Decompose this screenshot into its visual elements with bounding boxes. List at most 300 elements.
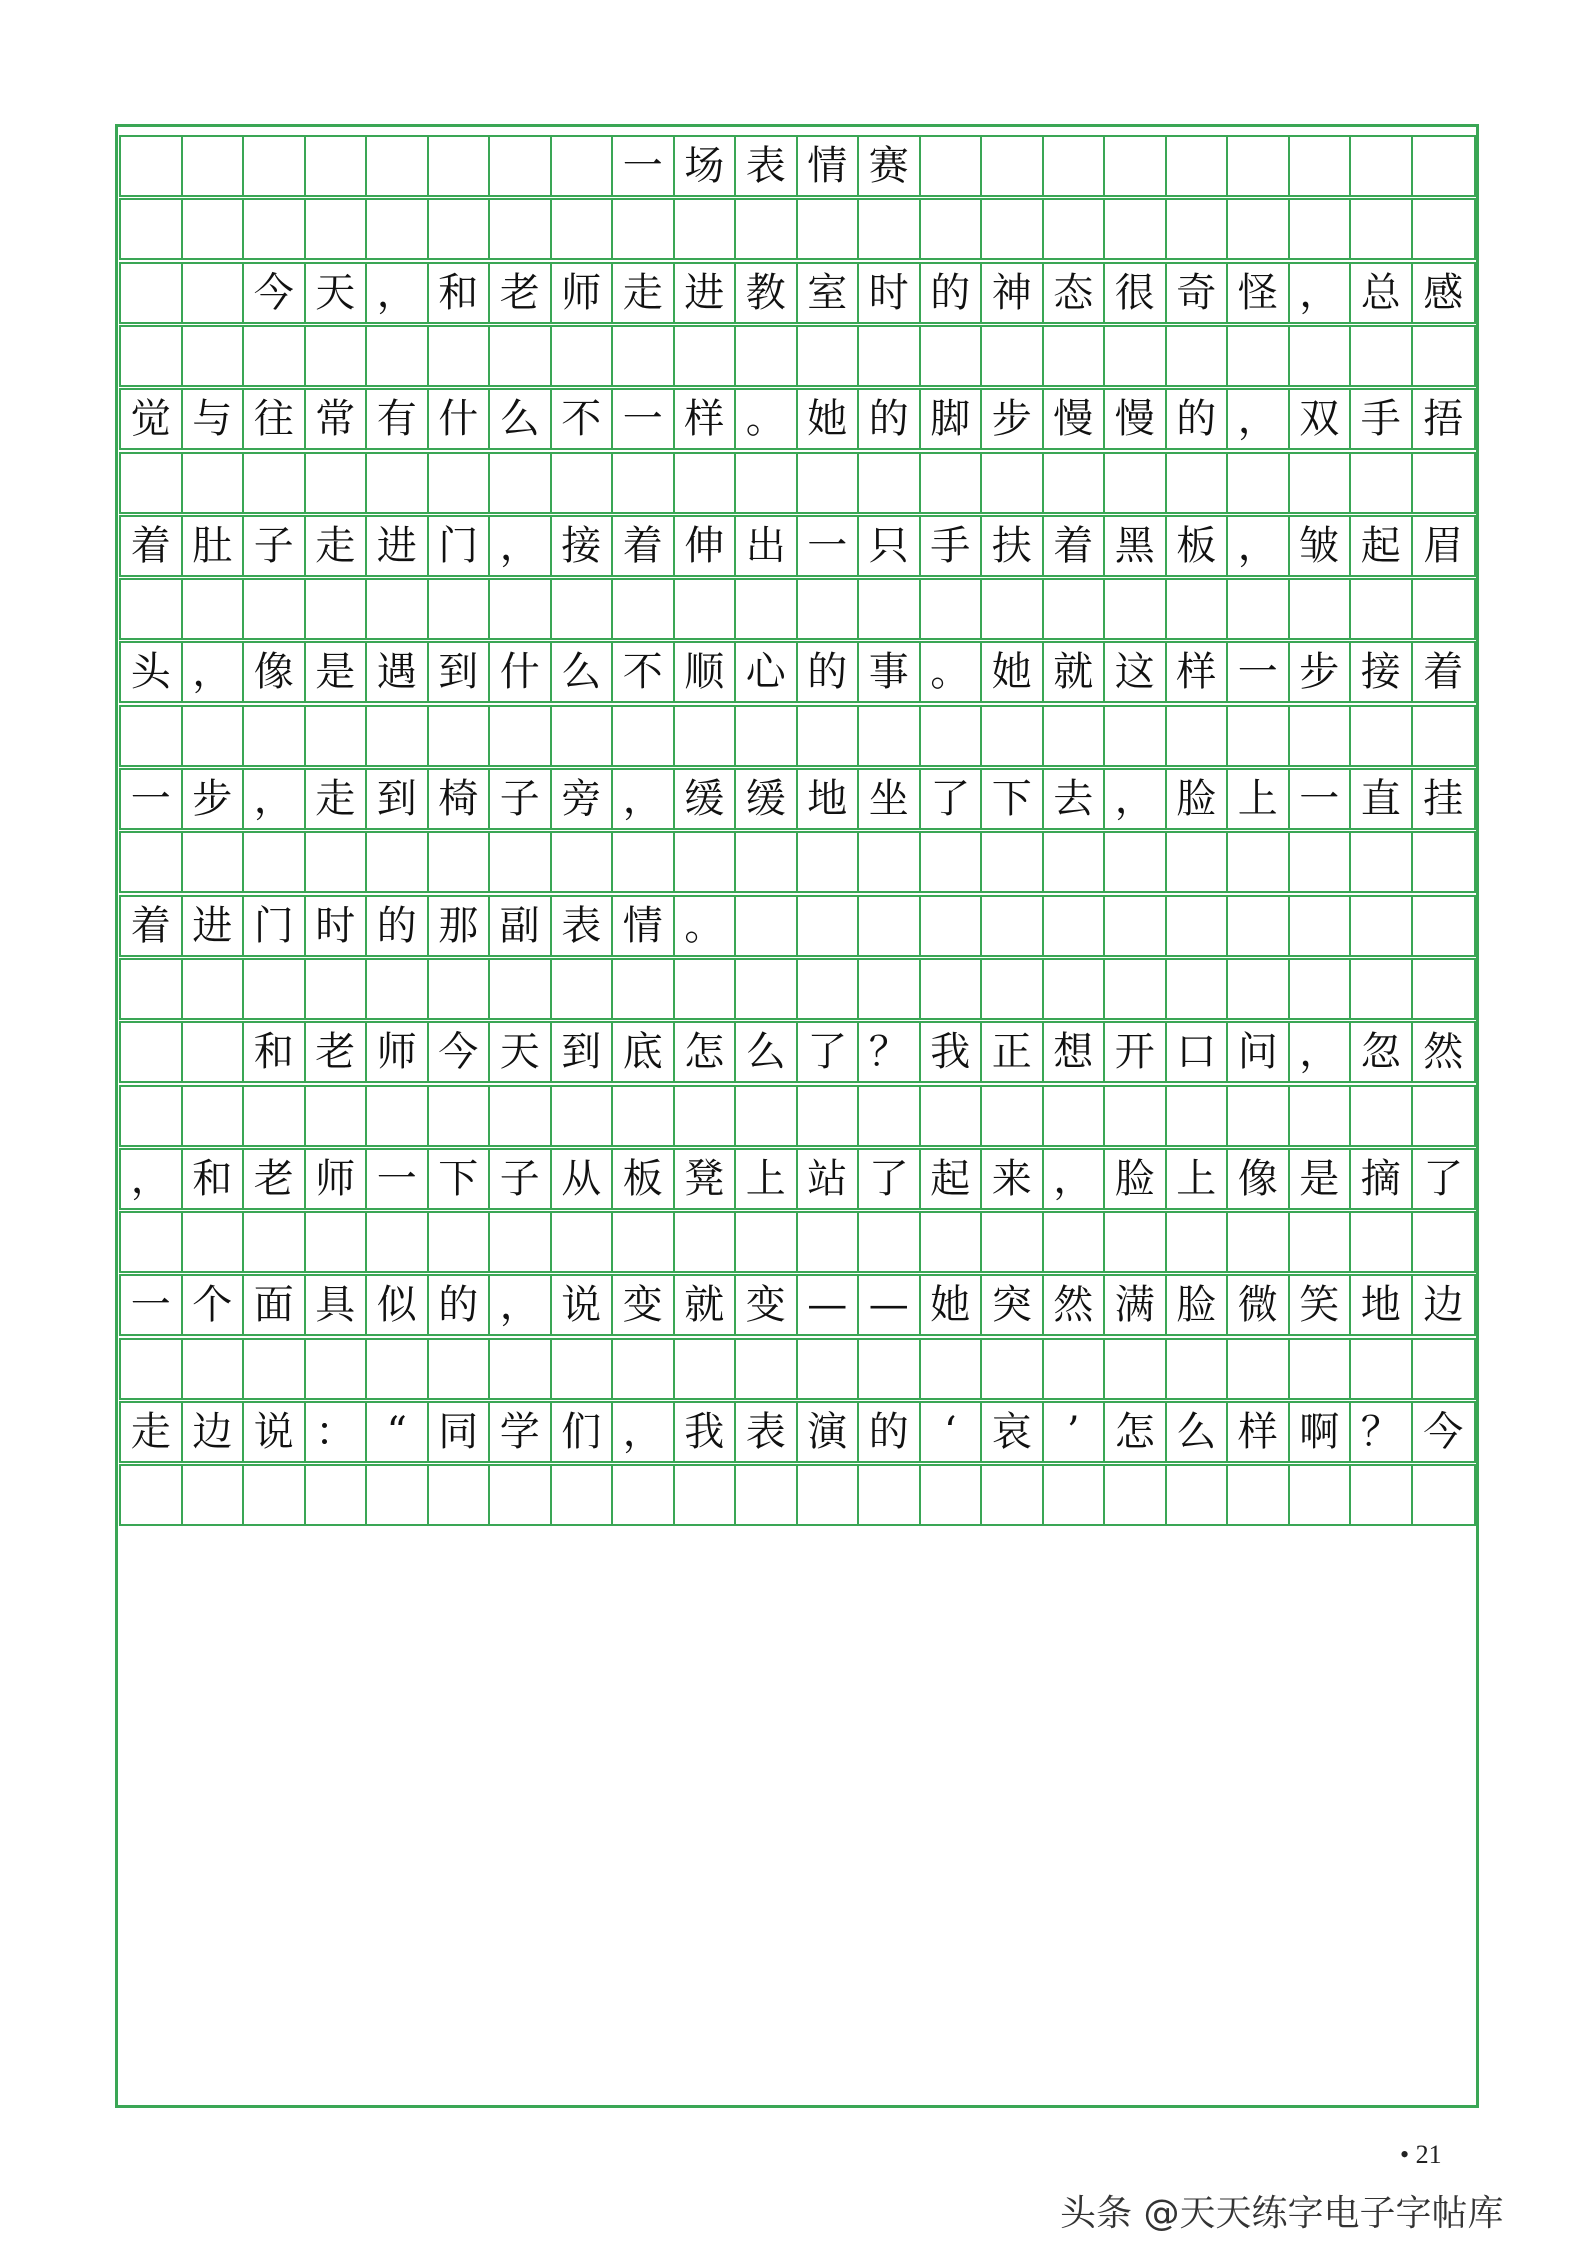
- grid-cell: [982, 707, 1044, 765]
- grid-cell: [121, 264, 183, 322]
- grid-cell: [921, 137, 983, 195]
- grid-cell: 进: [183, 897, 245, 955]
- grid-cell: [367, 327, 429, 385]
- blank-row: [119, 198, 1476, 260]
- grid-cell: [1413, 454, 1475, 512]
- grid-cell: [367, 960, 429, 1018]
- grid-cell: [1351, 897, 1413, 955]
- grid-cell: 不: [613, 643, 675, 701]
- grid-cell: [859, 580, 921, 638]
- grid-cell: 走: [121, 1403, 183, 1461]
- grid-cell: 个: [183, 1276, 245, 1334]
- grid-cell: [1044, 200, 1106, 258]
- grid-cell: [736, 707, 798, 765]
- grid-cell: [736, 580, 798, 638]
- grid-cell: [613, 580, 675, 638]
- grid-cell: 口: [1167, 1023, 1229, 1081]
- grid-cell: [306, 200, 368, 258]
- grid-cell: 。: [921, 643, 983, 701]
- grid-cell: [798, 960, 860, 1018]
- text-row: [119, 895, 1476, 957]
- grid-cell: 突: [982, 1276, 1044, 1334]
- grid-cell: [613, 454, 675, 512]
- grid-cell: 有: [367, 390, 429, 448]
- grid-cell: —: [859, 1276, 921, 1334]
- grid-cell: 样: [1228, 1403, 1290, 1461]
- grid-cell: [244, 200, 306, 258]
- grid-cell: [490, 1466, 552, 1524]
- grid-cell: 就: [675, 1276, 737, 1334]
- grid-cell: [921, 454, 983, 512]
- grid-cell: 变: [736, 1276, 798, 1334]
- grid-cell: [183, 1087, 245, 1145]
- grid-cell: [736, 327, 798, 385]
- grid-cell: [1044, 580, 1106, 638]
- text-row: [119, 1148, 1476, 1210]
- grid-cell: [859, 454, 921, 512]
- grid-cell: [982, 137, 1044, 195]
- grid-cell: 一: [798, 517, 860, 575]
- grid-cell: [1413, 327, 1475, 385]
- grid-cell: [183, 1213, 245, 1271]
- grid-cell: [1105, 833, 1167, 891]
- grid-cell: [306, 1087, 368, 1145]
- grid-cell: 说: [244, 1403, 306, 1461]
- grid-cell: 来: [982, 1150, 1044, 1208]
- grid-cell: 上: [736, 1150, 798, 1208]
- grid-cell: 了: [859, 1150, 921, 1208]
- text-row: [119, 768, 1476, 830]
- grid-cell: [121, 1466, 183, 1524]
- grid-cell: [552, 200, 614, 258]
- grid-cell: [1044, 897, 1106, 955]
- grid-cell: 眉: [1423, 523, 1464, 569]
- grid-cell: 她: [798, 390, 860, 448]
- grid-cell: [1413, 580, 1475, 638]
- grid-cell: ，: [613, 1403, 675, 1461]
- grid-cell: 头: [121, 643, 183, 701]
- text-row: [119, 641, 1476, 703]
- grid-cell: 上: [1228, 770, 1290, 828]
- grid-cell: [183, 707, 245, 765]
- grid-cell: [1290, 707, 1352, 765]
- grid-cell: 遇: [367, 643, 429, 701]
- grid-cell: [1413, 960, 1475, 1018]
- grid-cell: [367, 1213, 429, 1271]
- grid-cell: [859, 897, 921, 955]
- grid-cell: 怎: [1105, 1403, 1167, 1461]
- grid-cell: 哀: [982, 1403, 1044, 1461]
- grid-cell: [1167, 137, 1229, 195]
- grid-cell: [1105, 200, 1167, 258]
- grid-cell: 和: [183, 1150, 245, 1208]
- grid-cell: [982, 833, 1044, 891]
- grid-cell: [982, 200, 1044, 258]
- grid-cell: [1044, 1087, 1106, 1145]
- grid-cell: 和: [429, 264, 491, 322]
- grid-cell: ，: [1044, 1150, 1106, 1208]
- grid-cell: [1228, 1340, 1290, 1398]
- grid-cell: 往: [244, 390, 306, 448]
- grid-cell: 一: [1290, 770, 1352, 828]
- grid-cell: 的: [859, 1403, 921, 1461]
- grid-cell: [859, 1340, 921, 1398]
- grid-cell: [490, 137, 552, 195]
- grid-cell: [367, 200, 429, 258]
- grid-cell: [1413, 200, 1475, 258]
- grid-cell: [1167, 1466, 1229, 1524]
- grid-cell: [1351, 1087, 1413, 1145]
- grid-cell: 就: [1044, 643, 1106, 701]
- grid-cell: 然: [1423, 1029, 1464, 1075]
- grid-cell: [429, 1466, 491, 1524]
- grid-cell: [1290, 137, 1352, 195]
- grid-cell: 进: [675, 264, 737, 322]
- grid-cell: [982, 454, 1044, 512]
- grid-cell: 皱: [1290, 517, 1352, 575]
- grid-cell: 天: [306, 264, 368, 322]
- grid-cell: 像: [244, 643, 306, 701]
- grid-cell: 师: [306, 1150, 368, 1208]
- grid-cell: 么: [1167, 1403, 1229, 1461]
- blank-row: [119, 1085, 1476, 1147]
- grid-cell: 和: [244, 1023, 306, 1081]
- grid-cell: ，: [613, 770, 675, 828]
- watermark: 头条 @天天练字电子字帖库: [1060, 2193, 1504, 2234]
- grid-cell: 旁: [552, 770, 614, 828]
- grid-cell: 的: [367, 897, 429, 955]
- grid-cell: 似: [367, 1276, 429, 1334]
- grid-cell: 进: [367, 517, 429, 575]
- grid-cell: 脸: [1105, 1150, 1167, 1208]
- grid-cell: [552, 454, 614, 512]
- grid-cell: [552, 580, 614, 638]
- grid-cell: 表: [736, 137, 798, 195]
- grid-cell: 地: [1351, 1276, 1413, 1334]
- grid-cell: [736, 1213, 798, 1271]
- grid-cell: [982, 897, 1044, 955]
- grid-cell: [183, 833, 245, 891]
- grid-cell: [552, 1087, 614, 1145]
- grid-cell: 满: [1105, 1276, 1167, 1334]
- grid-cell: [1351, 327, 1413, 385]
- grid-cell: [183, 1466, 245, 1524]
- grid-cell: [798, 1213, 860, 1271]
- grid-cell: 脸: [1167, 770, 1229, 828]
- grid-cell: [490, 707, 552, 765]
- grid-cell: 今: [244, 264, 306, 322]
- grid-cell: 挂: [1423, 776, 1464, 822]
- grid-cell: [367, 1340, 429, 1398]
- grid-cell: 像: [1228, 1150, 1290, 1208]
- grid-cell: [244, 1213, 306, 1271]
- grid-cell: [1105, 327, 1167, 385]
- grid-cell: [859, 960, 921, 1018]
- grid-cell: [490, 833, 552, 891]
- grid-cell: [429, 707, 491, 765]
- grid-cell: 么: [552, 643, 614, 701]
- grid-cell: 情: [613, 897, 675, 955]
- grid-cell: 变: [613, 1276, 675, 1334]
- grid-cell: [1290, 454, 1352, 512]
- grid-cell: 从: [552, 1150, 614, 1208]
- grid-cell: [675, 454, 737, 512]
- grid-cell: 了: [921, 770, 983, 828]
- grid-cell: [490, 1213, 552, 1271]
- grid-cell: 常: [306, 390, 368, 448]
- grid-cell: [490, 1340, 552, 1398]
- grid-cell: 很: [1105, 264, 1167, 322]
- grid-cell: 。: [736, 390, 798, 448]
- grid-cell: [552, 960, 614, 1018]
- grid-cell: [1290, 1213, 1352, 1271]
- grid-cell: 室: [798, 264, 860, 322]
- grid-cell: 手: [921, 517, 983, 575]
- grid-cell: [1167, 200, 1229, 258]
- grid-cell: [921, 327, 983, 385]
- grid-cell: [121, 1087, 183, 1145]
- grid-cell: [1228, 580, 1290, 638]
- blank-row: [119, 705, 1476, 767]
- grid-cell: [1290, 200, 1352, 258]
- grid-cell: 扶: [982, 517, 1044, 575]
- grid-cell: [121, 327, 183, 385]
- grid-cell: 顺: [675, 643, 737, 701]
- grid-cell: [1351, 707, 1413, 765]
- grid-cell: [613, 960, 675, 1018]
- grid-cell: 下: [429, 1150, 491, 1208]
- grid-cell: [367, 454, 429, 512]
- grid-cell: [429, 327, 491, 385]
- grid-cell: [306, 1213, 368, 1271]
- grid-cell: 老: [306, 1023, 368, 1081]
- grid-cell: ，: [183, 643, 245, 701]
- grid-cell: 底: [613, 1023, 675, 1081]
- grid-cell: [306, 1340, 368, 1398]
- grid-cell: [1228, 1087, 1290, 1145]
- grid-cell: [921, 833, 983, 891]
- grid-cell: [1167, 1340, 1229, 1398]
- grid-cell: [921, 1466, 983, 1524]
- grid-cell: ，: [244, 770, 306, 828]
- grid-cell: 感: [1423, 270, 1464, 316]
- grid-cell: 的: [1167, 390, 1229, 448]
- grid-cell: 这: [1105, 643, 1167, 701]
- grid-cell: [921, 897, 983, 955]
- grid-cell: [675, 1213, 737, 1271]
- grid-cell: [1290, 580, 1352, 638]
- grid-cell: [1044, 960, 1106, 1018]
- grid-cell: 了: [798, 1023, 860, 1081]
- grid-cell: 脚: [921, 390, 983, 448]
- grid-cell: [1167, 327, 1229, 385]
- grid-cell: [675, 580, 737, 638]
- grid-cell: 一: [121, 1276, 183, 1334]
- grid-cell: 总: [1351, 264, 1413, 322]
- grid-cell: [244, 137, 306, 195]
- grid-cell: 走: [306, 770, 368, 828]
- grid-cell: [1290, 1087, 1352, 1145]
- grid-cell: [1413, 1340, 1475, 1398]
- grid-cell: 微: [1228, 1276, 1290, 1334]
- grid-cell: [736, 833, 798, 891]
- grid-cell: [675, 707, 737, 765]
- grid-cell: 心: [736, 643, 798, 701]
- grid-cell: [982, 327, 1044, 385]
- grid-cell: 只: [859, 517, 921, 575]
- grid-cell: 赛: [859, 137, 921, 195]
- grid-cell: 神: [982, 264, 1044, 322]
- blank-row: [119, 1211, 1476, 1273]
- grid-cell: 老: [244, 1150, 306, 1208]
- grid-cell: [921, 960, 983, 1018]
- grid-cell: ：: [306, 1403, 368, 1461]
- grid-cell: [1228, 707, 1290, 765]
- grid-cell: 怪: [1228, 264, 1290, 322]
- grid-cell: 板: [613, 1150, 675, 1208]
- grid-cell: 表: [736, 1403, 798, 1461]
- grid-cell: [613, 833, 675, 891]
- grid-cell: 的: [859, 390, 921, 448]
- grid-cell: [121, 200, 183, 258]
- grid-cell: 她: [921, 1276, 983, 1334]
- grid-cell: [490, 454, 552, 512]
- grid-cell: 门: [244, 897, 306, 955]
- grid-cell: [183, 1023, 245, 1081]
- grid-cell: 下: [982, 770, 1044, 828]
- grid-cell: 一: [367, 1150, 429, 1208]
- grid-cell: [1351, 1340, 1413, 1398]
- grid-cell: [675, 1340, 737, 1398]
- grid-cell: 什: [490, 643, 552, 701]
- grid-cell: [306, 327, 368, 385]
- grid-cell: 的: [429, 1276, 491, 1334]
- grid-cell: [244, 454, 306, 512]
- grid-cell: [1290, 327, 1352, 385]
- grid-cell: [1351, 200, 1413, 258]
- blank-row: [119, 452, 1476, 514]
- grid-cell: [1228, 833, 1290, 891]
- grid-cell: [613, 327, 675, 385]
- grid-cell: 学: [490, 1403, 552, 1461]
- grid-cell: 摘: [1351, 1150, 1413, 1208]
- grid-cell: [1351, 137, 1413, 195]
- grid-cell: [121, 707, 183, 765]
- grid-cell: [736, 454, 798, 512]
- grid-cell: 与: [183, 390, 245, 448]
- grid-cell: [921, 707, 983, 765]
- grid-cell: [798, 1340, 860, 1398]
- grid-cell: 着: [613, 517, 675, 575]
- grid-cell: [798, 580, 860, 638]
- grid-cell: 觉: [121, 390, 183, 448]
- grid-cell: 情: [798, 137, 860, 195]
- blank-row: [119, 1464, 1476, 1526]
- blank-row: [119, 578, 1476, 640]
- grid-cell: [367, 1466, 429, 1524]
- grid-cell: [859, 707, 921, 765]
- grid-cell: [490, 580, 552, 638]
- grid-cell: 师: [552, 264, 614, 322]
- grid-cell: [429, 1087, 491, 1145]
- grid-cell: [552, 1213, 614, 1271]
- grid-cell: 脸: [1167, 1276, 1229, 1334]
- grid-cell: [1105, 454, 1167, 512]
- grid-cell: 天: [490, 1023, 552, 1081]
- grid-cell: [1413, 707, 1475, 765]
- grid-cell: [982, 960, 1044, 1018]
- grid-cell: [183, 327, 245, 385]
- grid-cell: [1105, 580, 1167, 638]
- grid-cell: 一: [613, 137, 675, 195]
- grid-cell: [1167, 707, 1229, 765]
- grid-cell: 子: [490, 1150, 552, 1208]
- text-row: [119, 388, 1476, 450]
- grid-cell: [306, 1466, 368, 1524]
- grid-cell: 具: [306, 1276, 368, 1334]
- grid-cell: 门: [429, 517, 491, 575]
- grid-cell: 老: [490, 264, 552, 322]
- grid-cell: [490, 1087, 552, 1145]
- grid-cell: [429, 454, 491, 512]
- grid-cell: [183, 137, 245, 195]
- grid-cell: 到: [367, 770, 429, 828]
- grid-cell: [1105, 1087, 1167, 1145]
- grid-cell: [1044, 1213, 1106, 1271]
- grid-cell: 正: [982, 1023, 1044, 1081]
- grid-cell: [1413, 833, 1475, 891]
- grid-cell: 坐: [859, 770, 921, 828]
- grid-cell: 么: [736, 1023, 798, 1081]
- grid-cell: [490, 200, 552, 258]
- grid-cell: [244, 1087, 306, 1145]
- grid-cell: [183, 580, 245, 638]
- grid-cell: 师: [367, 1023, 429, 1081]
- grid-cell: [1290, 960, 1352, 1018]
- grid-cell: [367, 1087, 429, 1145]
- grid-cell: 样: [1167, 643, 1229, 701]
- grid-cell: [306, 960, 368, 1018]
- grid-cell: [552, 707, 614, 765]
- grid-cell: [1413, 1213, 1475, 1271]
- grid-cell: [982, 1087, 1044, 1145]
- grid-cell: [1351, 833, 1413, 891]
- grid-cell: [1044, 1340, 1106, 1398]
- grid-cell: 伸: [675, 517, 737, 575]
- text-row: [119, 515, 1476, 577]
- grid-cell: 到: [552, 1023, 614, 1081]
- grid-cell: [1351, 1466, 1413, 1524]
- grid-cell: 步: [183, 770, 245, 828]
- grid-cell: 边: [183, 1403, 245, 1461]
- grid-cell: 椅: [429, 770, 491, 828]
- grid-cell: ，: [1228, 517, 1290, 575]
- grid-cell: [306, 137, 368, 195]
- grid-cell: 想: [1044, 1023, 1106, 1081]
- grid-cell: [798, 707, 860, 765]
- grid-cell: 我: [675, 1403, 737, 1461]
- grid-cell: [1228, 1213, 1290, 1271]
- grid-cell: [306, 707, 368, 765]
- grid-cell: 子: [244, 517, 306, 575]
- grid-cell: [367, 137, 429, 195]
- grid-cell: ，: [1105, 770, 1167, 828]
- text-row: [119, 1021, 1476, 1083]
- grid-cell: 缓: [736, 770, 798, 828]
- grid-cell: [306, 580, 368, 638]
- grid-cell: [982, 1213, 1044, 1271]
- grid-cell: [1228, 1466, 1290, 1524]
